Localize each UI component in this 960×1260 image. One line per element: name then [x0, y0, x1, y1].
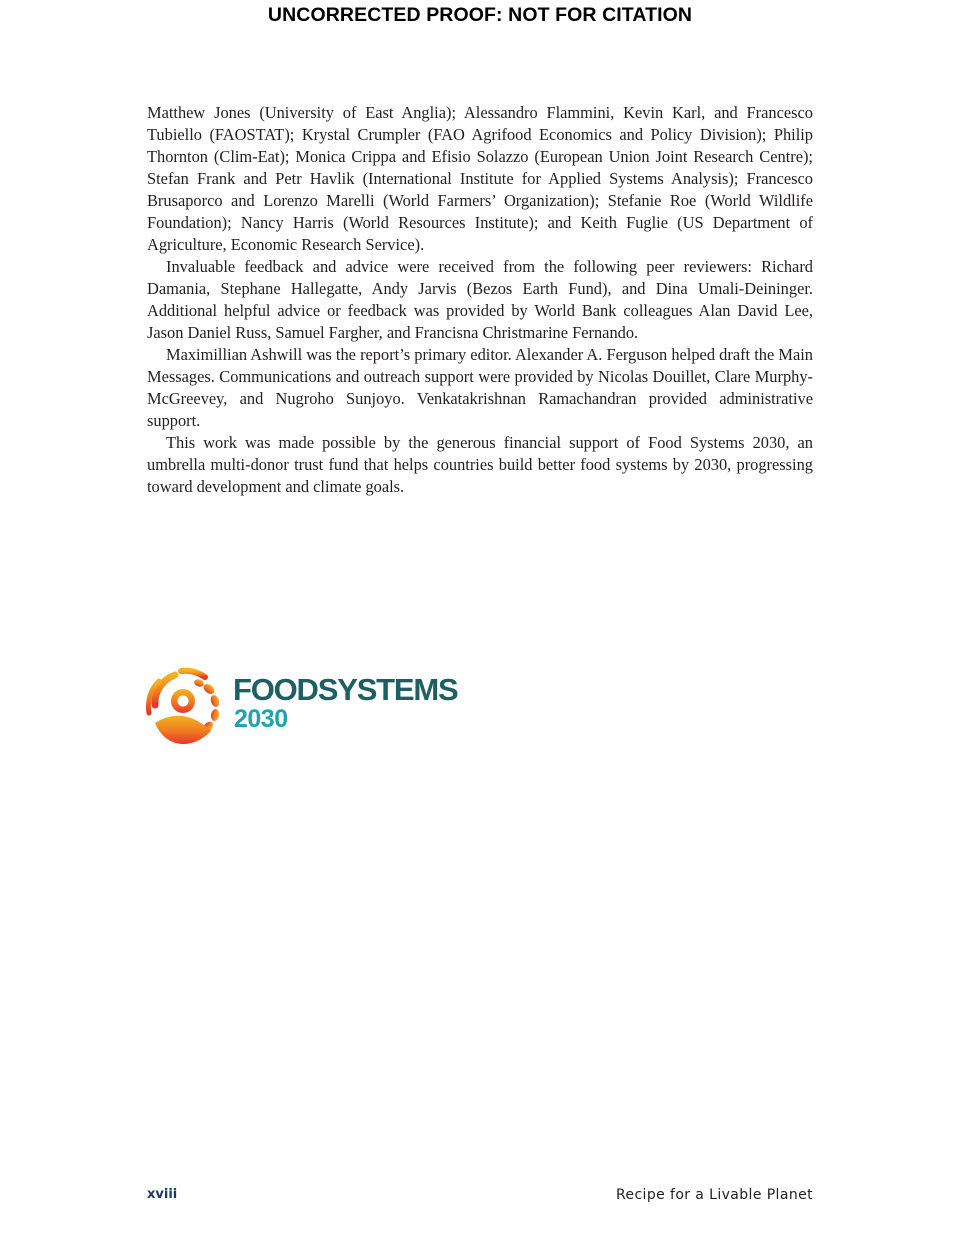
- paragraph-editorial: Maximillian Ashwill was the report’s primary editor. Alexander A. Ferguson helped draft the Main Messages. Communications and outreach support were provided by Nicolas Douillet, Clare Murphy-McGreevey, and Nugroho Sunjoyo. Venkatakrishnan Ramachandran provided administrative support.: [147, 345, 813, 430]
- paragraph-peer-reviewers: Invaluable feedback and advice were received from the following peer reviewers: Richard Damania, Stephane Hallegatte, Andy Jarvis (Bezos Earth Fund), and Dina Umali-Deininger. Additional helpful advice or feedback was provided by World Bank colleagues Alan David Lee, Jason Daniel Russ, Samuel Fargher, and Francisna Christmarine Fernando.: [147, 257, 813, 342]
- paragraph-funding: This work was made possible by the generous financial support of Food Systems 2030, an umbrella multi-donor trust fund that helps countries build better food systems by 2030, progressing toward development and climate goals.: [147, 433, 813, 496]
- running-footer-title: Recipe for a Livable Planet: [615, 1187, 813, 1203]
- food-systems-mark-icon: [145, 665, 225, 747]
- logo-wordmark: FOODSYSTEMS: [233, 672, 458, 707]
- food-systems-2030-logo: [145, 665, 458, 747]
- paragraph-contributors: Matthew Jones (University of East Anglia); Alessandro Flammini, Kevin Karl, and Francesco Tubiello (FAOSTAT); Krystal Crumpler (FAO Agrifood Economics and Policy Division); Philip Thornton (Clim-Eat); Monica Crippa and Efisio Solazzo (European Union Joint Research Centre); Stefan Frank and Petr Havlik (International Institute for Applied Systems Analysis); Francesco Brusaporco and Lorenzo Marelli (World Farmers’ Organization); Stefanie Roe (World Wildlife Foundation); Nancy Harris (World Resources Institute); and Keith Fuglie (US Department of Agriculture, Economic Research Service).: [147, 103, 813, 254]
- page-number: xviii: [147, 1187, 178, 1202]
- proof-banner: UNCORRECTED PROOF: NOT FOR CITATION: [267, 4, 693, 26]
- logo-year: 2030: [234, 705, 288, 733]
- acknowledgments-text: [147, 102, 813, 498]
